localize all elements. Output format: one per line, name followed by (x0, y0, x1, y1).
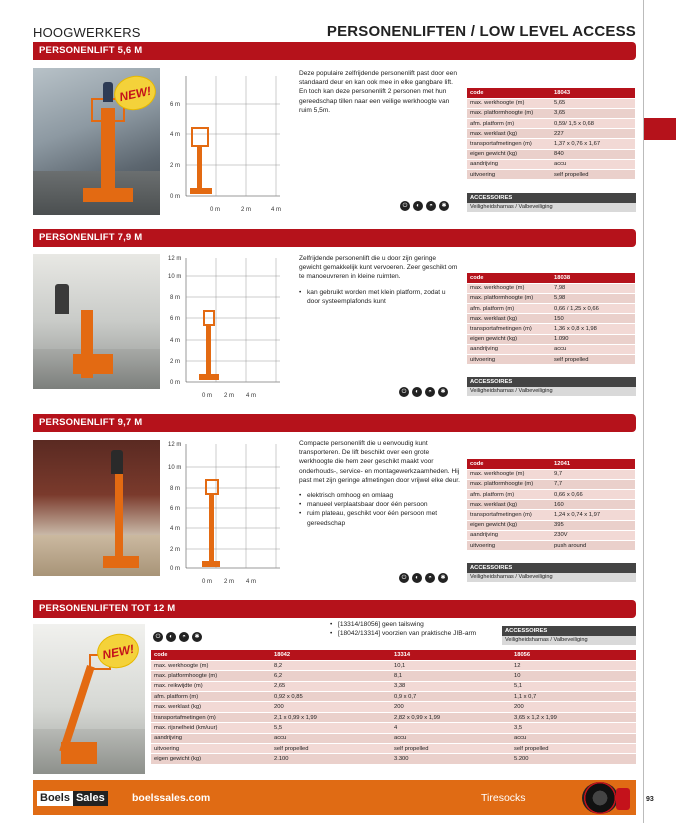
new-badge: NEW! (111, 72, 159, 114)
chapter-tab (644, 118, 676, 140)
feature-bullet: • [18042/13314] voorzien van praktische JIB-arm (330, 629, 500, 638)
spec-value: 0,9 x 0,7 (391, 692, 511, 702)
spec-row (467, 129, 635, 139)
spec-value: 5,98 (551, 293, 635, 303)
x-tick-label: 4 m (246, 579, 257, 585)
spec-label: transportafmetingen (m) (151, 712, 271, 722)
spec-label: transportafmetingen (m) (467, 510, 551, 520)
new-badge: NEW! (94, 630, 142, 672)
column-header: 18056 (511, 650, 636, 660)
spec-label: afm. platform (m) (467, 490, 551, 500)
section-notes (330, 620, 500, 638)
spec-value: 230V (551, 530, 635, 540)
spec-header-row (467, 459, 635, 469)
y-tick-label: 8 m (170, 486, 181, 492)
spec-value: 0,66 x 0,66 (551, 490, 635, 500)
spec-label: max. werklast (kg) (467, 129, 551, 139)
spec-value: 160 (551, 500, 635, 510)
spec-value: 10,1 (391, 660, 511, 670)
spec-row (467, 119, 635, 129)
battery-icon: ⏻ (399, 387, 409, 397)
spec-value: 18038 (551, 273, 635, 283)
product-description (299, 69, 457, 115)
spec-value: 1,24 x 0,74 x 1,97 (551, 510, 635, 520)
spec-value: 5,5 (271, 723, 391, 733)
spec-label: uitvoering (467, 355, 551, 365)
y-tick-label: 10 m (168, 465, 182, 471)
brand-name: Tiresocks (481, 792, 526, 804)
y-tick-label: 2 m (170, 163, 181, 169)
spec-row (467, 149, 635, 159)
spec-value: 5,65 (551, 98, 635, 108)
spec-label: afm. platform (m) (151, 692, 271, 702)
spec-row (467, 159, 635, 169)
spec-value: 3,65 x 1,2 x 1,99 (511, 712, 636, 722)
feature-bullet: • ruim plateau, geschikt voor één persoon met gereedschap (299, 509, 461, 527)
spec-label: uitvoering (151, 744, 271, 754)
spec-row (467, 541, 635, 551)
spec-value: self propelled (391, 744, 511, 754)
spec-label: aandrijving (151, 733, 271, 743)
x-tick-label: 0 m (202, 579, 213, 585)
comparison-row (151, 692, 636, 702)
spec-label: uitvoering (467, 541, 551, 551)
y-tick-label: 6 m (170, 316, 181, 322)
spec-value: self propelled (271, 744, 391, 754)
spec-label: afm. platform (m) (467, 119, 551, 129)
helmet-icon: ◓ (425, 573, 435, 583)
spec-value: 9,7 (551, 469, 635, 479)
section-title-bar: PERSONENLIFTEN TOT 12 M (33, 600, 636, 618)
spec-row (467, 304, 635, 314)
y-tick-label: 0 m (170, 566, 181, 572)
spec-label: max. platformhoogte (m) (467, 108, 551, 118)
spec-value: 2,1 x 0,99 x 1,99 (271, 712, 391, 722)
feature-bullet: • elektrisch omhoog en omlaag (299, 491, 461, 500)
spec-value: accu (271, 733, 391, 743)
spec-label: afm. platform (m) (467, 304, 551, 314)
category-heading: HOOGWERKERS (33, 25, 141, 40)
spec-label: max. platformhoogte (m) (151, 671, 271, 681)
spec-label: max. werkhoogte (m) (467, 98, 551, 108)
range-diagram-svg (168, 68, 293, 218)
comparison-row (151, 671, 636, 681)
y-tick-label: 0 m (170, 380, 181, 386)
spec-label: uitvoering (467, 170, 551, 180)
footer-bar (33, 780, 636, 815)
comparison-row (151, 712, 636, 722)
y-tick-label: 4 m (170, 132, 181, 138)
spec-value: 18043 (551, 88, 635, 98)
spec-value: self propelled (551, 170, 635, 180)
spec-row (467, 344, 635, 354)
x-tick-label: 2 m (224, 393, 235, 399)
accessories-item: Veiligheidsharnas / Valbeveiliging (467, 203, 636, 212)
feature-list (299, 491, 461, 528)
spec-value: 200 (271, 702, 391, 712)
spec-value: 8,2 (271, 660, 391, 670)
spec-label: max. werklast (kg) (151, 702, 271, 712)
y-tick-label: 2 m (170, 359, 181, 365)
feature-icons (400, 201, 449, 211)
accessories-heading: ACCESSOIRES (467, 377, 636, 387)
spec-row (467, 98, 635, 108)
spec-row (467, 469, 635, 479)
accessories-item: Veiligheidsharnas / Valbeveiliging (467, 387, 636, 396)
spec-table (467, 459, 635, 551)
spec-value: 200 (511, 702, 636, 712)
wheel-icon: ◐ (413, 201, 423, 211)
spec-value: 395 (551, 520, 635, 530)
spec-table (467, 273, 635, 365)
logo-left: Boels (37, 791, 73, 806)
page-title: PERSONENLIFTEN / LOW LEVEL ACCESS (326, 23, 636, 40)
spec-label: max. werkhoogte (m) (467, 469, 551, 479)
wheel-icon: ◐ (166, 632, 176, 642)
product-photo (33, 440, 160, 576)
accessories-heading: ACCESSOIRES (502, 626, 636, 636)
spec-value: self propelled (511, 744, 636, 754)
description-text: Compacte personenlift die u eenvoudig kunt transporteren. De lift beschikt over een grote werkhoogte die hem zeer geschikt maakt voor onderhouds-, service- en montagewerkzaamheden. Hij past met zijn geringe afmetingen door vrijwel elke deur. (299, 440, 460, 484)
spec-value: 227 (551, 129, 635, 139)
battery-icon: ⏻ (153, 632, 163, 642)
feature-bullet: • [13314/18056] geen tailswing (330, 620, 500, 629)
tire-icon: ✱ (192, 632, 202, 642)
spec-value: accu (551, 344, 635, 354)
spec-value: 5,1 (511, 681, 636, 691)
spec-value: 4 (391, 723, 511, 733)
spec-label: max. werklast (kg) (467, 314, 551, 324)
spec-label: code (467, 88, 551, 98)
spec-value: 3,65 (551, 108, 635, 118)
x-tick-label: 2 m (224, 579, 235, 585)
x-tick-label: 2 m (241, 207, 252, 213)
y-tick-label: 6 m (170, 506, 181, 512)
spec-value: accu (551, 159, 635, 169)
comparison-header-row (151, 650, 636, 660)
spec-value: 2,82 x 0,99 x 1,99 (391, 712, 511, 722)
x-tick-label: 0 m (210, 207, 221, 213)
comparison-row (151, 702, 636, 712)
spec-label: transportafmetingen (m) (467, 324, 551, 334)
spec-row (467, 500, 635, 510)
comparison-row (151, 681, 636, 691)
range-diagram-svg (168, 254, 293, 404)
tire-icon: ✱ (439, 201, 449, 211)
spec-row (467, 530, 635, 540)
spec-value: 6,2 (271, 671, 391, 681)
spec-value: self propelled (551, 355, 635, 365)
battery-icon: ⏻ (400, 201, 410, 211)
spec-value: 2,65 (271, 681, 391, 691)
spec-row (467, 479, 635, 489)
website-link[interactable]: boelssales.com (132, 792, 211, 804)
comparison-row (151, 733, 636, 743)
spec-label: eigen gewicht (kg) (467, 520, 551, 530)
spec-value: 5.200 (511, 754, 636, 764)
spec-row (467, 293, 635, 303)
y-tick-label: 6 m (170, 102, 181, 108)
spec-value: 12041 (551, 459, 635, 469)
spec-label: max. platformhoogte (m) (467, 293, 551, 303)
spec-value: 0,66 / 1,25 x 0,66 (551, 304, 635, 314)
spec-value: 200 (391, 702, 511, 712)
spec-label: eigen gewicht (kg) (467, 149, 551, 159)
column-header: 13314 (391, 650, 511, 660)
section-title-bar: PERSONENLIFT 5,6 M (33, 42, 636, 60)
spec-value: accu (391, 733, 511, 743)
feature-bullet: • manueel verplaatsbaar door één persoon (299, 500, 461, 509)
spec-label: aandrijving (467, 344, 551, 354)
product-description (299, 439, 461, 528)
feature-bullet: • kan gebruikt worden met klein platform, zodat u door systeemplafonds kunt (299, 288, 459, 306)
spec-value: 150 (551, 314, 635, 324)
spec-value: 3,38 (391, 681, 511, 691)
spec-value: 1,37 x 0,76 x 1,67 (551, 139, 635, 149)
spec-label: max. werkhoogte (m) (467, 283, 551, 293)
feature-list (330, 620, 500, 638)
spec-table (467, 88, 635, 180)
y-tick-label: 0 m (170, 194, 181, 200)
comparison-row (151, 723, 636, 733)
spec-label: aandrijving (467, 159, 551, 169)
spec-row (467, 108, 635, 118)
tire-icon: ✱ (438, 387, 448, 397)
column-header: 18042 (271, 650, 391, 660)
spec-header-row (467, 273, 635, 283)
comparison-row (151, 744, 636, 754)
y-tick-label: 4 m (170, 526, 181, 532)
y-tick-label: 4 m (170, 338, 181, 344)
description-text: Zelfrijdende personenlift die u door zijn geringe gewicht gemakkelijk kunt vervoeren. Zeer geschikt om te manoeuvreren in kleine ruimten. (299, 255, 458, 281)
spec-value: accu (511, 733, 636, 743)
spec-label: eigen gewicht (kg) (151, 754, 271, 764)
comparison-row (151, 660, 636, 670)
section-title-bar: PERSONENLIFT 7,9 M (33, 229, 636, 247)
accessories-item: Veiligheidsharnas / Valbeveiliging (502, 636, 636, 645)
spec-row (467, 334, 635, 344)
accessories-item: Veiligheidsharnas / Valbeveiliging (467, 573, 636, 582)
wheel-icon: ◐ (412, 387, 422, 397)
spec-label: transportafmetingen (m) (467, 139, 551, 149)
y-tick-label: 10 m (168, 274, 182, 280)
comparison-table (151, 650, 636, 765)
x-tick-label: 4 m (246, 393, 257, 399)
tire-sock-image (616, 788, 630, 810)
wheel-icon: ◐ (412, 573, 422, 583)
section-title-bar: PERSONENLIFT 9,7 M (33, 414, 636, 432)
spec-value: 1.090 (551, 334, 635, 344)
spec-header-row (467, 88, 635, 98)
spec-row (467, 490, 635, 500)
column-header: code (151, 650, 271, 660)
boels-sales-logo (37, 791, 108, 806)
working-range-diagram (168, 68, 293, 223)
spec-label: max. werklast (kg) (467, 500, 551, 510)
page-number: 93 (646, 796, 654, 803)
y-tick-label: 2 m (170, 547, 181, 553)
accessories-heading: ACCESSOIRES (467, 563, 636, 573)
feature-icons (399, 573, 448, 583)
spec-label: max. reikwijdte (m) (151, 681, 271, 691)
working-range-diagram (168, 254, 293, 409)
spec-value: 12 (511, 660, 636, 670)
logo-right: Sales (73, 791, 108, 806)
spec-label: max. rijsnelheid (km/uur) (151, 723, 271, 733)
spec-label: max. werkhoogte (m) (151, 660, 271, 670)
spec-value: 0,59/ 1,5 x 0,68 (551, 119, 635, 129)
spec-value: push around (551, 541, 635, 551)
spec-label: max. platformhoogte (m) (467, 479, 551, 489)
spec-row (467, 324, 635, 334)
accessories-heading: ACCESSOIRES (467, 193, 636, 203)
helmet-icon: ◓ (425, 387, 435, 397)
spec-row (467, 520, 635, 530)
feature-list (299, 288, 459, 306)
spec-label: eigen gewicht (kg) (467, 334, 551, 344)
spec-value: 1,36 x 0,8 x 1,98 (551, 324, 635, 334)
y-tick-label: 12 m (168, 442, 182, 448)
spec-value: 3,5 (511, 723, 636, 733)
range-diagram-svg (168, 440, 293, 590)
spec-label: code (467, 459, 551, 469)
spec-row (467, 139, 635, 149)
product-photo (33, 254, 160, 389)
spec-value: 7,7 (551, 479, 635, 489)
x-tick-label: 4 m (271, 207, 282, 213)
spec-value: 1,1 x 0,7 (511, 692, 636, 702)
spec-row (467, 314, 635, 324)
feature-icons (153, 632, 202, 642)
spec-row (467, 355, 635, 365)
spec-row (467, 170, 635, 180)
tire-icon: ✱ (438, 573, 448, 583)
spec-label: aandrijving (467, 530, 551, 540)
description-text: Deze populaire zelfrijdende personenlift past door een standaard deur en kan ook mee in elke gangbare lift. En toch kan deze personenlift 2 personen met hun gereedschap tillen naar een veilige werkhoogte van ruim 5,5m. (299, 70, 457, 114)
helmet-icon: ◓ (426, 201, 436, 211)
x-tick-label: 0 m (202, 393, 213, 399)
working-range-diagram (168, 440, 293, 595)
spec-value: 2.100 (271, 754, 391, 764)
tire-image (582, 782, 618, 814)
battery-icon: ⏻ (399, 573, 409, 583)
spec-value: 0,92 x 0,85 (271, 692, 391, 702)
product-description (299, 254, 459, 306)
spec-value: 7,98 (551, 283, 635, 293)
feature-icons (399, 387, 448, 397)
y-tick-label: 8 m (170, 295, 181, 301)
helmet-icon: ◓ (179, 632, 189, 642)
spec-value: 3.300 (391, 754, 511, 764)
comparison-row (151, 754, 636, 764)
spec-row (467, 510, 635, 520)
spec-value: 10 (511, 671, 636, 681)
spec-value: 8,1 (391, 671, 511, 681)
y-tick-label: 12 m (168, 256, 182, 262)
spec-row (467, 283, 635, 293)
spec-value: 840 (551, 149, 635, 159)
spec-label: code (467, 273, 551, 283)
